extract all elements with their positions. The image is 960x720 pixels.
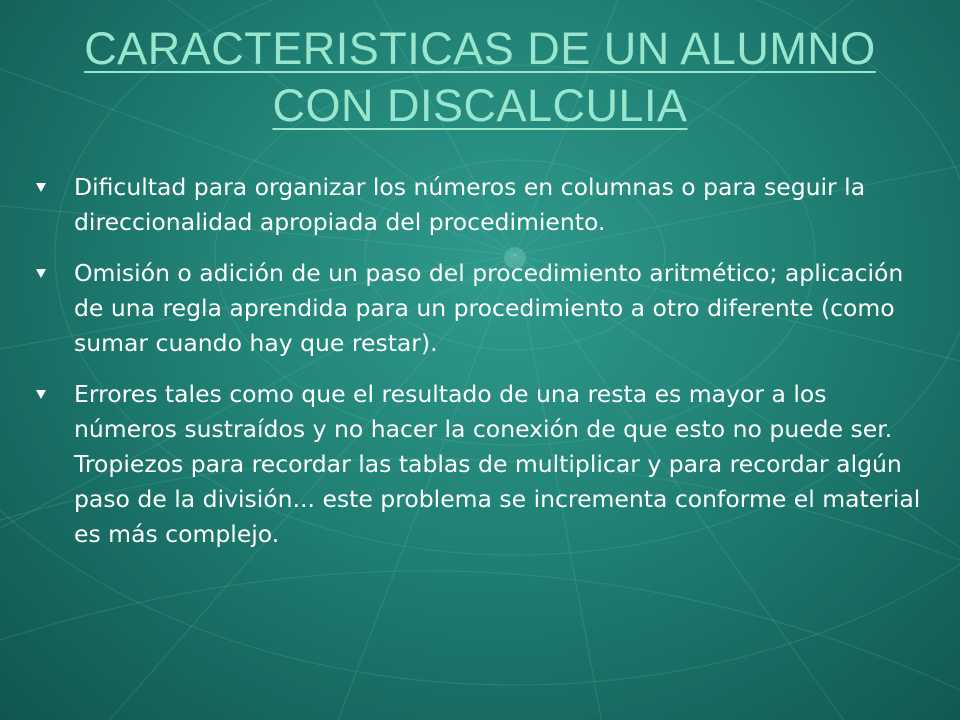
down-triangle-bullet-icon [36,269,46,278]
bullet-item [34,170,924,240]
down-triangle-bullet-icon [36,183,46,192]
bullet-text: Omisión o adición de un paso del procedimiento aritmético; aplicación de una regla aprendida para un procedimiento a otro diferente (como sumar cuando hay que restar). [74,259,904,357]
down-triangle-bullet-icon [36,390,46,399]
slide-title: CARACTERISTICAS DE UN ALUMNO CON DISCALCULIA [84,23,876,131]
bullet-text: Dificultad para organizar los números en columnas o para seguir la direccionalidad apropiada del procedimiento. [74,173,866,236]
bullet-item [34,256,924,361]
bullet-text: Errores tales como que el resultado de una resta es mayor a los números sustraídos y no hacer la conexión de que esto no puede ser. Tropiezos para recordar las tablas de multiplicar y para recordar algún paso de la división... este problema se incrementa conforme el material es más complejo. [74,380,921,548]
bullet-item [34,377,924,552]
bullet-list [34,170,924,568]
